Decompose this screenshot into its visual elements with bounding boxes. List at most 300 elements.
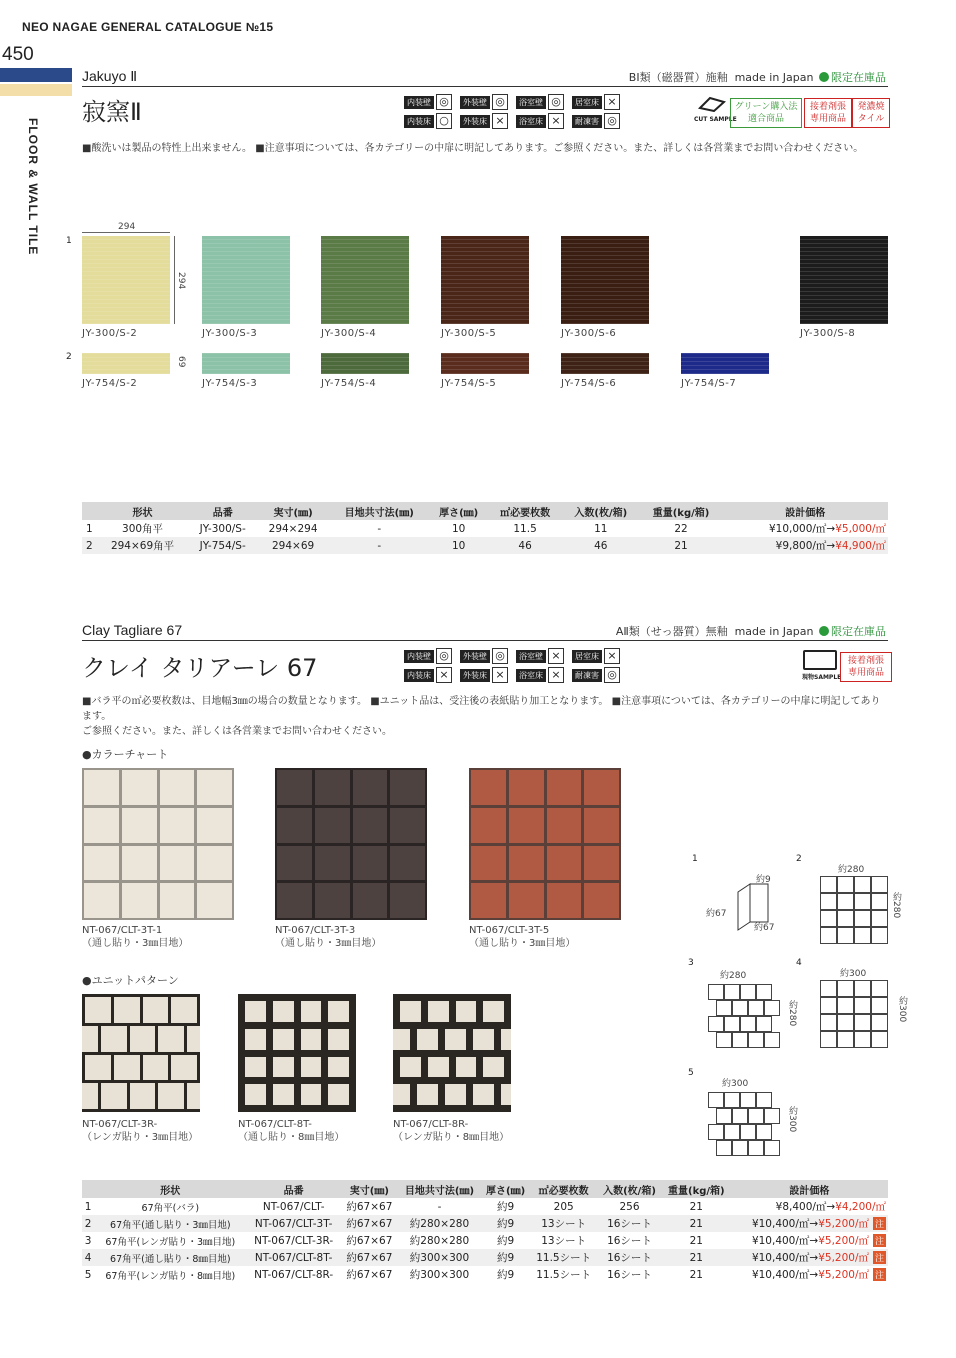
tile-piece	[315, 846, 350, 881]
tile-piece	[501, 1084, 511, 1105]
usage-label: 内装壁	[404, 96, 434, 109]
usage-item	[516, 94, 572, 110]
diagram-tile	[854, 997, 871, 1014]
usage-item	[460, 94, 516, 110]
usage-item	[572, 667, 628, 683]
usage-label: 外装床	[460, 115, 490, 128]
unit-pattern-swatch	[393, 994, 511, 1112]
side-category: FLOOR & WALL TILE	[26, 118, 40, 256]
nav-bar-blue	[0, 68, 72, 82]
table-cell: 約9	[497, 1201, 515, 1213]
table-cell: -	[329, 537, 429, 554]
table-cell: 205	[553, 1200, 574, 1213]
diagram-tile	[716, 1000, 732, 1016]
tile-piece	[393, 1084, 410, 1105]
dim-label: 約67	[706, 909, 727, 919]
tile-piece	[315, 808, 350, 843]
tile-code: JY-300/S-6	[561, 328, 617, 339]
caption-sub: （通し貼り・3㎜目地）	[469, 938, 576, 949]
tile-piece	[273, 1084, 294, 1105]
tile-piece	[501, 1029, 511, 1050]
unit-pattern-caption	[393, 1118, 509, 1144]
tile-piece	[130, 1083, 156, 1109]
caption-code: NT-067/CLT-3T-1	[82, 925, 163, 936]
page-number: 450	[2, 44, 34, 65]
notice-badge: 注	[873, 1217, 886, 1230]
diagram-tile	[724, 1016, 740, 1032]
tile-piece	[353, 883, 388, 918]
dim-label: 約9	[756, 875, 771, 885]
tile-piece	[417, 1084, 438, 1105]
usage-item	[516, 648, 572, 664]
usage-label: 居室床	[572, 650, 602, 663]
notice-badge: 注	[873, 1251, 886, 1264]
tile-piece	[122, 808, 157, 843]
dim-label: 約280	[838, 865, 865, 875]
table-cell: 16シート	[597, 1249, 662, 1266]
diagram-tile	[854, 876, 871, 893]
price-new: ¥5,200/㎡	[818, 1235, 869, 1247]
table-cell: 1	[84, 1200, 92, 1213]
tile-piece	[84, 770, 119, 805]
row-number: 2	[66, 352, 72, 362]
diagram-tile	[740, 1092, 756, 1108]
stock-label: 限定在庫品	[831, 71, 886, 84]
table-cell: -	[377, 522, 382, 535]
tile-piece	[471, 846, 506, 881]
caption-code: NT-067/CLT-8T-	[238, 1119, 312, 1130]
tile-piece	[315, 883, 350, 918]
cut-sample-icon	[696, 96, 726, 112]
row-number: 1	[66, 236, 72, 246]
tile-piece	[509, 808, 544, 843]
table-cell: -	[437, 1200, 442, 1213]
tile-code: JY-300/S-3	[202, 328, 258, 339]
tile-piece	[101, 1026, 127, 1052]
tile-piece	[400, 1057, 421, 1078]
table-cell: 約67×67	[346, 1201, 393, 1213]
tile-piece	[390, 808, 425, 843]
diagram-tile	[871, 997, 888, 1014]
table-header: 実寸(㎜)	[341, 1180, 398, 1198]
usage-mark: ×	[548, 667, 564, 683]
tile-swatch	[441, 353, 529, 374]
cut-sample-label: CUT SAMPLE	[694, 116, 737, 123]
diagram-tile	[837, 876, 854, 893]
tile-piece	[273, 1029, 294, 1050]
usage-mark: ◎	[436, 648, 452, 664]
tile-piece	[353, 770, 388, 805]
usage-item	[572, 94, 628, 110]
notice-badge: 注	[873, 1234, 886, 1247]
diagram-tile	[820, 893, 837, 910]
made-in: made in Japan	[734, 625, 814, 638]
table-header: 厚さ(㎜)	[481, 1180, 530, 1198]
stock-dot-icon	[819, 626, 829, 636]
table-cell: 約300×300	[398, 1249, 481, 1266]
tile-piece	[85, 997, 111, 1023]
dim-label: 約300	[897, 996, 907, 1023]
diagram-tile	[724, 1124, 740, 1140]
table-row	[82, 537, 888, 554]
table-cell: 22	[674, 522, 688, 535]
table-cell: 10	[429, 537, 488, 554]
diagram-tile	[716, 1140, 732, 1156]
usage-item	[404, 667, 460, 683]
table-header: 設計価格	[722, 502, 888, 520]
diagram-tile	[837, 997, 854, 1014]
tile-piece	[197, 883, 232, 918]
diagram-tile	[748, 1032, 764, 1048]
tile-piece	[84, 808, 119, 843]
usage-label: 外装壁	[460, 96, 490, 109]
tile-piece	[84, 846, 119, 881]
table-cell: 4	[82, 1249, 94, 1266]
diagram-tile	[837, 927, 854, 944]
usage-mark: ◎	[604, 667, 620, 683]
stock-dot-icon	[819, 72, 829, 82]
tile-swatch	[321, 236, 409, 324]
jakuyo-usage-grid	[404, 94, 628, 129]
tile-piece	[301, 1084, 322, 1105]
tile-piece	[390, 770, 425, 805]
table-cell: 13シート	[530, 1215, 597, 1232]
tile-piece	[483, 1057, 504, 1078]
tile-piece	[101, 1083, 127, 1109]
color-chart-caption	[469, 924, 575, 950]
diagram-number: 5	[688, 1068, 694, 1078]
tile-piece	[160, 808, 195, 843]
table-cell: 21	[689, 1234, 703, 1247]
usage-label: 浴室壁	[516, 650, 546, 663]
tile-swatch	[800, 236, 888, 324]
diagram-tile	[820, 927, 837, 944]
usage-mark: ×	[548, 113, 564, 129]
table-cell: 11.5シート	[536, 1269, 592, 1281]
tile-piece	[245, 1084, 266, 1105]
tile-code: JY-300/S-8	[800, 328, 856, 339]
tile-piece	[160, 846, 195, 881]
dim-label: 約67	[754, 923, 775, 933]
usage-item	[572, 648, 628, 664]
color-chart-swatch	[82, 768, 234, 920]
table-header: 目地共寸法(㎜)	[329, 502, 429, 520]
tile-swatch	[561, 353, 649, 374]
color-chart-caption	[275, 924, 381, 950]
usage-item	[572, 113, 628, 129]
price-new: ¥4,900/㎡	[835, 540, 886, 552]
table-cell: 294×294	[268, 522, 318, 535]
diagram-tile	[820, 997, 837, 1014]
table-cell: 約300×300	[409, 1269, 470, 1281]
tile-piece	[197, 846, 232, 881]
tile-piece	[277, 808, 312, 843]
tile-swatch	[82, 236, 170, 324]
price-cell	[731, 1249, 888, 1266]
diagram-tile	[871, 927, 888, 944]
tile-piece	[301, 1057, 322, 1078]
dim-line	[82, 232, 170, 233]
diagram-number: 1	[692, 854, 698, 864]
usage-label: 外装床	[460, 669, 490, 682]
tile-piece	[509, 770, 544, 805]
tile-piece	[456, 1057, 477, 1078]
tile-piece	[160, 770, 195, 805]
diagram-tile	[740, 1016, 756, 1032]
tile-piece	[547, 846, 582, 881]
clay-en-title: Clay Tagliare 67	[82, 622, 183, 638]
usage-item	[516, 113, 572, 129]
caption-sub: （通し貼り・3㎜目地）	[275, 938, 382, 949]
usage-item	[404, 648, 460, 664]
usage-label: 耐凍害	[572, 669, 602, 682]
tile-piece	[315, 770, 350, 805]
tile-piece	[122, 846, 157, 881]
diagram-tile	[871, 876, 888, 893]
tile-piece	[584, 846, 619, 881]
usage-mark: ×	[492, 113, 508, 129]
diagram-tile	[748, 1140, 764, 1156]
diagram-tile	[764, 1140, 780, 1156]
tile-piece	[584, 883, 619, 918]
table-cell: 約67×67	[341, 1215, 398, 1232]
tile-piece	[245, 1029, 266, 1050]
usage-mark: ×	[436, 667, 452, 683]
tile-piece	[273, 1001, 294, 1022]
dim-69-label: 69	[176, 356, 186, 368]
tile-piece	[471, 770, 506, 805]
dim-height-label: 294	[176, 272, 186, 290]
tile-piece	[301, 1029, 322, 1050]
clay-meta	[616, 623, 886, 639]
tile-piece	[143, 997, 169, 1023]
price-new: ¥5,200/㎡	[818, 1218, 869, 1230]
table-cell: 300角平	[122, 523, 164, 535]
table-cell: 67角平(通し貼り・8㎜目地)	[94, 1249, 246, 1266]
tile-piece	[187, 1083, 200, 1109]
usage-mark: ◎	[492, 94, 508, 110]
unit-pattern-swatch	[238, 994, 356, 1112]
table-cell: 10	[452, 522, 466, 535]
usage-label: 内装壁	[404, 650, 434, 663]
tile-swatch	[681, 353, 769, 374]
table-header: ㎡必要枚数	[488, 502, 562, 520]
real-sample-icon	[803, 650, 837, 670]
tile-piece	[301, 1001, 322, 1022]
tile-swatch	[441, 236, 529, 324]
table-header: 実寸(㎜)	[257, 502, 329, 520]
diagram-tile	[748, 1000, 764, 1016]
note-line: ■バラ平の㎡必要枚数は、目地幅3㎜の場合の数量となります。 ■ユニット品は、受注後の表紙貼り加工となります。 ■注意事項については、各カテゴリーの中扉に明記してあります。	[82, 696, 881, 722]
table-header: 形状	[97, 502, 189, 520]
tile-code: JY-754/S-6	[561, 378, 617, 389]
table-cell: 21	[689, 1200, 703, 1213]
price-cell	[722, 520, 888, 537]
table-cell: 11.5	[513, 522, 537, 535]
table-cell: 16シート	[607, 1269, 652, 1281]
table-cell: NT-067/CLT-3T-	[246, 1215, 340, 1232]
usage-mark: ◎	[604, 113, 620, 129]
table-cell: 67角平(通し貼り・3㎜目地)	[94, 1215, 246, 1232]
tile-swatch	[82, 353, 170, 374]
usage-item	[404, 113, 460, 129]
tile-piece	[456, 1001, 477, 1022]
price-cell	[731, 1266, 888, 1283]
clay-jp-title: クレイ タリアーレ 67	[82, 654, 318, 682]
table-cell: 67角平(レンガ貼り・3㎜目地)	[105, 1236, 236, 1248]
tile-piece	[547, 770, 582, 805]
table-cell: NT-067/CLT-8T-	[246, 1249, 340, 1266]
table-header: 厚さ(㎜)	[429, 502, 488, 520]
table-cell: 約67×67	[346, 1235, 393, 1247]
color-chart-swatch	[275, 768, 427, 920]
diagram-number: 4	[796, 958, 802, 968]
unit-pattern-caption	[238, 1118, 344, 1144]
tile-piece	[584, 808, 619, 843]
diagram-tile	[871, 893, 888, 910]
clay-usage-grid	[404, 648, 628, 683]
table-cell: 2	[82, 537, 97, 554]
caption-sub: （通し貼り・3㎜目地）	[82, 938, 189, 949]
price-cell	[731, 1198, 888, 1215]
tile-piece	[277, 883, 312, 918]
table-cell: JY-300/S-	[199, 522, 246, 535]
price-old: ¥9,800/㎡→	[775, 540, 836, 552]
diagram-tile	[764, 1000, 780, 1016]
diagram-tile	[708, 1092, 724, 1108]
diagram-tile	[854, 980, 871, 997]
tile-piece	[130, 1026, 156, 1052]
diagram-tile	[837, 1031, 854, 1048]
stock-label: 限定在庫品	[831, 625, 886, 638]
jakuyo-jp-title: 寂窯Ⅱ	[82, 98, 142, 126]
table-cell: 約9	[481, 1215, 530, 1232]
unit-pattern-label: ●ユニットパターン	[82, 974, 179, 987]
tile-piece	[245, 1057, 266, 1078]
diagram-tile	[732, 1140, 748, 1156]
unit-pattern-swatch	[82, 994, 200, 1112]
diagram-tile	[854, 1031, 871, 1048]
tile-piece	[273, 1057, 294, 1078]
tile-swatch	[321, 353, 409, 374]
diagram-tile	[732, 1032, 748, 1048]
usage-mark: ◎	[436, 94, 452, 110]
tile-code: JY-754/S-5	[441, 378, 497, 389]
table-row	[82, 1198, 888, 1215]
tile-piece	[82, 1026, 98, 1052]
tile-swatch	[202, 236, 290, 324]
caption-sub: （通し貼り・8㎜目地）	[238, 1132, 345, 1143]
tile-piece	[547, 883, 582, 918]
dim-label: 約300	[722, 1079, 749, 1089]
caption-sub: （レンガ貼り・3㎜目地）	[82, 1132, 199, 1143]
tile-piece	[328, 1057, 349, 1078]
jakuyo-spec-table	[82, 502, 888, 554]
tile-piece	[328, 1084, 349, 1105]
diagram-tile	[756, 984, 772, 1000]
tile-piece	[445, 1029, 466, 1050]
tile-piece	[277, 846, 312, 881]
caption-code: NT-067/CLT-3T-3	[275, 925, 356, 936]
price-old: ¥10,000/㎡→	[768, 523, 836, 535]
table-row	[82, 1266, 888, 1283]
table-header: 品番	[188, 502, 256, 520]
table-cell: NT-067/CLT-3R-	[254, 1234, 334, 1247]
badge-green-purchase: グリーン購入法 適合商品	[730, 98, 802, 128]
jakuyo-en-title: Jakuyo Ⅱ	[82, 68, 138, 84]
tile-code: JY-300/S-4	[321, 328, 377, 339]
tile-piece	[473, 1029, 494, 1050]
diagram-tile	[837, 910, 854, 927]
diagram-tile	[740, 1124, 756, 1140]
tile-piece	[84, 883, 119, 918]
price-new: ¥4,200/㎡	[835, 1201, 886, 1213]
table-cell: 3	[84, 1234, 92, 1247]
usage-label: 浴室壁	[516, 96, 546, 109]
tile-piece	[471, 808, 506, 843]
table-cell: 1	[85, 522, 93, 535]
table-cell: 約280×280	[409, 1235, 470, 1247]
tile-code: JY-754/S-4	[321, 378, 377, 389]
diagram-tile	[871, 1014, 888, 1031]
table-header: 設計価格	[731, 1180, 888, 1198]
dim-line	[174, 236, 175, 324]
tile-piece	[85, 1055, 111, 1081]
usage-label: 居室床	[572, 96, 602, 109]
unit-pattern-caption	[82, 1118, 198, 1144]
usage-label: 内装床	[404, 115, 434, 128]
caption-code: NT-067/CLT-8R-	[393, 1119, 469, 1130]
tile-piece	[428, 1057, 449, 1078]
table-row	[82, 520, 888, 537]
tile-piece	[483, 1001, 504, 1022]
usage-label: 耐凍害	[572, 115, 602, 128]
table-cell: JY-754/S-	[188, 537, 256, 554]
tile-piece	[277, 770, 312, 805]
tile-piece	[417, 1029, 438, 1050]
table-cell: 約67×67	[341, 1249, 398, 1266]
price-cell	[731, 1215, 888, 1232]
diagram-tile	[854, 1014, 871, 1031]
made-in: made in Japan	[734, 71, 814, 84]
table-cell: 67角平(バラ)	[141, 1202, 200, 1214]
tile-piece	[428, 1001, 449, 1022]
catalogue-title: NEO NAGAE GENERAL CATALOGUE №15	[22, 20, 274, 34]
usage-mark: ×	[548, 648, 564, 664]
table-cell: 67角平(レンガ貼り・8㎜目地)	[105, 1270, 236, 1282]
tile-piece	[160, 883, 195, 918]
diagram-tile	[764, 1108, 780, 1124]
tile-piece	[197, 770, 232, 805]
tile-piece	[473, 1084, 494, 1105]
color-chart-caption	[82, 924, 188, 950]
caption-code: NT-067/CLT-3T-5	[469, 925, 550, 936]
diagram-tile	[820, 876, 837, 893]
diagram-tile	[837, 1014, 854, 1031]
tile-piece	[245, 1001, 266, 1022]
table-cell: NT-067/CLT-8R-	[254, 1268, 334, 1281]
usage-mark: ◎	[548, 94, 564, 110]
tile-piece	[390, 883, 425, 918]
diagram-number: 2	[796, 854, 802, 864]
tile-swatch	[202, 353, 290, 374]
table-header	[82, 502, 97, 520]
table-cell: 294×69角平	[97, 537, 189, 554]
diagram-tile	[820, 980, 837, 997]
tile-swatch	[561, 236, 649, 324]
diagram-tile	[820, 1031, 837, 1048]
tile-piece	[197, 808, 232, 843]
